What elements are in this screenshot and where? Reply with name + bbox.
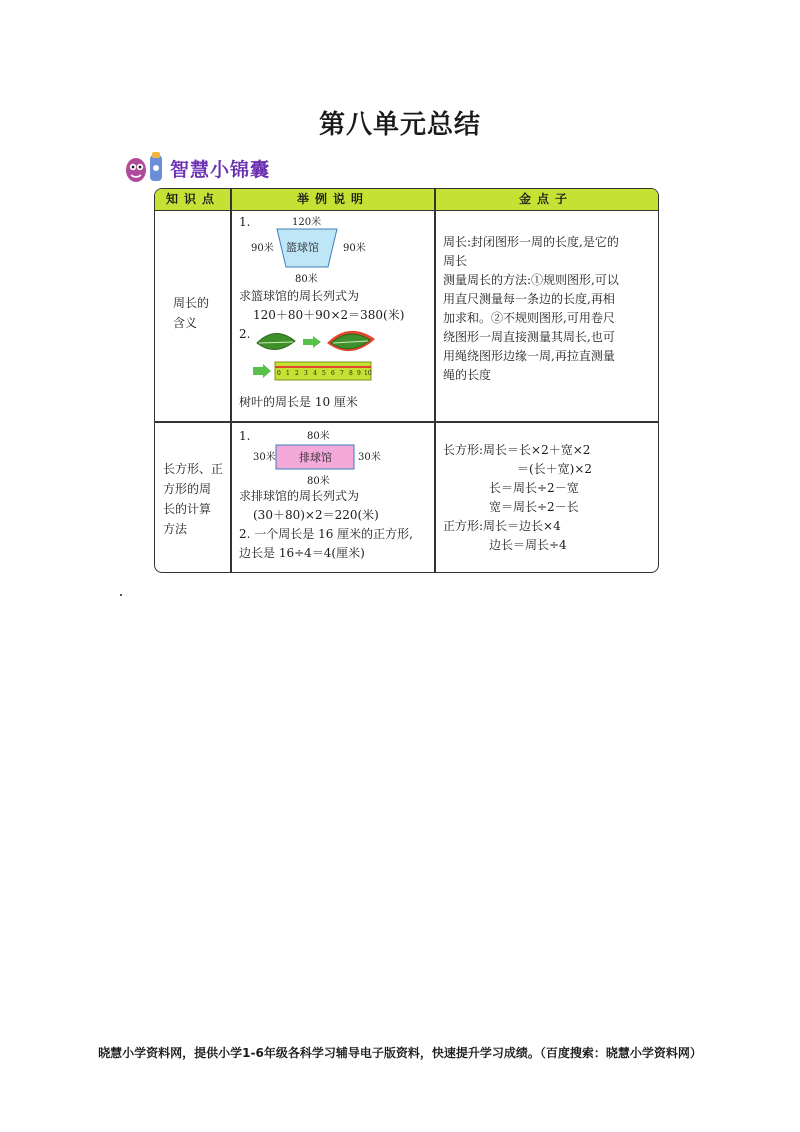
tip-cell-rectangle-square [443,441,655,555]
example-number: 1. [239,429,251,443]
example-cell-basketball [239,213,433,419]
ruler-tick: 7 [340,370,344,377]
court-name: 排球馆 [299,451,332,464]
ruler-tick: 5 [322,370,326,377]
tip-line: 周长 [443,254,468,268]
section-label: 智慧小锦囊 [170,159,271,181]
tip-line: 长＝周长÷2－宽 [489,481,579,495]
tip-line: 长方形:周长＝长×2＋宽×2 [443,443,591,457]
topic-line: 方法 [163,522,188,536]
court-right-label: 30米 [358,452,381,463]
court-left-label: 90米 [251,243,274,254]
example-line: 边长是 16÷4＝4(厘米) [239,546,365,560]
tip-line: 边长＝周长÷4 [489,538,567,552]
header-example: 举例说明 [296,192,369,206]
leaf-result: 树叶的周长是 10 厘米 [239,395,358,409]
topic-line: 含义 [173,316,198,330]
mascot-icon [124,150,168,184]
page-title: 第八单元总结 [318,110,481,140]
section-header [124,150,324,184]
court-top-label: 120米 [292,217,322,228]
summary-table [154,188,659,573]
footer-note: 晓慧小学资料网，提供小学1-6年级各科学习辅导电子版资料，快速提升学习成绩。（百度搜索：晓慧小学资料网） [98,1046,702,1060]
example-question: 求排球馆的周长列式为 [239,489,360,503]
ruler-tick: 3 [304,370,308,377]
tip-line: 测量周长的方法:①规则图形,可以 [443,273,619,287]
topic-line: 方形的周 [163,482,212,496]
tip-line: 周长:封闭图形一周的长度,是它的 [443,235,619,249]
ruler-tick: 10 [364,370,372,377]
stray-dot [120,594,122,596]
court-bottom-label: 80米 [307,476,330,487]
example-number: 2. [239,327,251,341]
example-formula: (30＋80)×2＝220(米) [253,508,379,522]
court-top-label: 80米 [307,431,330,442]
tip-line: 用绳绕图形边缘一周,再拉直测量 [443,349,615,363]
tip-cell-perimeter-meaning [443,233,655,385]
ruler-tick: 0 [277,370,281,377]
example-formula: 120＋80＋90×2＝380(米) [253,308,405,322]
ruler-scale [277,368,372,380]
example-cell-volleyball [239,427,433,571]
example-number: 1. [239,215,251,229]
ruler-tick: 1 [286,370,290,377]
topic-line: 长的计算 [163,502,212,516]
header-topic: 知识点 [165,192,220,206]
tip-line: ＝(长＋宽)×2 [517,462,593,476]
column-divider [230,189,232,572]
court-right-label: 90米 [343,243,366,254]
arrow-right-icon [303,336,321,348]
ruler-tick: 2 [295,370,299,377]
tip-line: 用直尺测量每一条边的长度,再相 [443,292,615,306]
tip-line: 绳的长度 [443,368,492,382]
court-left-label: 30米 [253,452,276,463]
topic-line: 长方形、正 [163,462,224,476]
court-bottom-label: 80米 [295,274,318,285]
topic-cell-perimeter-meaning [173,293,209,333]
arrow-right-icon [253,364,271,378]
topic-line: 周长的 [173,296,210,310]
leaf-comparison-illustration [253,327,379,359]
ruler-tick: 4 [313,370,317,377]
tip-line: 宽＝周长÷2－长 [489,500,579,514]
topic-cell-rectangle-square [163,459,223,539]
example-question: 求篮球馆的周长列式为 [239,289,360,303]
example-line: 2. 一个周长是 16 厘米的正方形, [239,527,413,541]
tip-line: 正方形:周长＝边长×4 [443,519,561,533]
ruler-tick: 6 [331,370,335,377]
tip-line: 加求和。②不规则图形,可用卷尺 [443,311,615,325]
header-tip: 金点子 [518,192,573,206]
row-divider [155,421,658,423]
tip-line: 绕图形一周直接测量其周长,也可 [443,330,615,344]
court-name: 篮球馆 [286,241,319,254]
column-divider [434,189,436,572]
ruler-tick: 8 [349,370,353,377]
ruler-tick: 9 [357,370,361,377]
